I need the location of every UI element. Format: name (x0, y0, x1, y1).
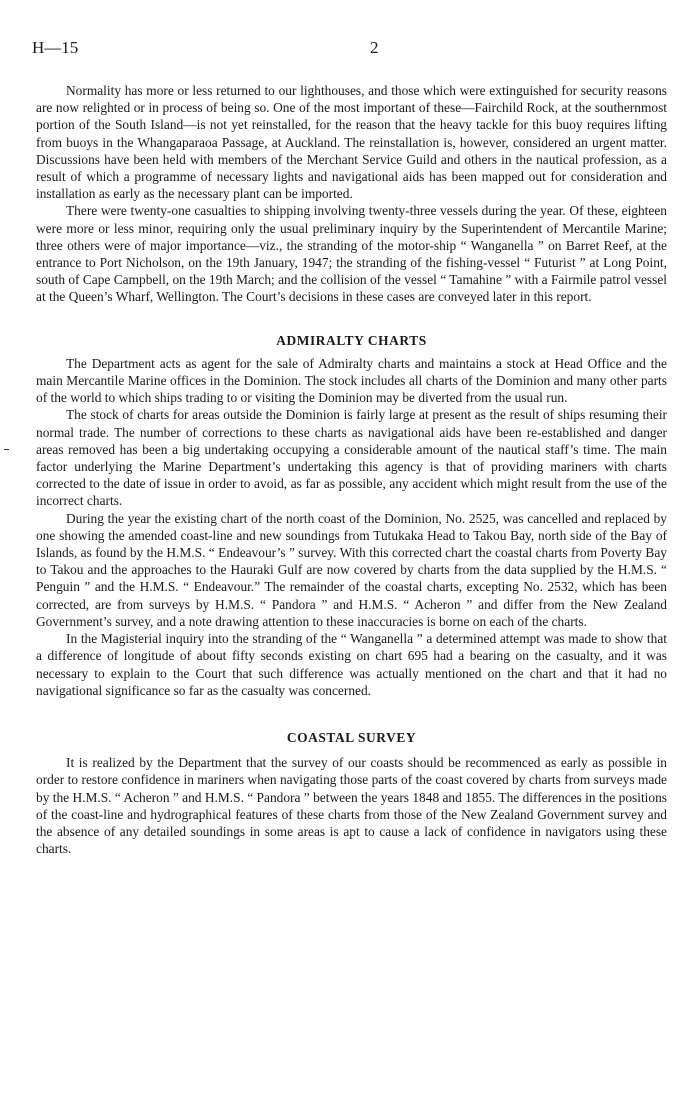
paragraph: The Department acts as agent for the sale of Admiralty charts and maintains a stock at Head Office and the main Mercantile Marine offices in the Dominion. The stock includes all charts of the Dominion and many other parts of the world to which ships trading to or visiting the Dominion may be diverted from the usual run. (36, 355, 667, 406)
document-body (36, 82, 667, 857)
paragraph: During the year the existing chart of the north coast of the Dominion, No. 2525, was cancelled and replaced by one showing the amended coast-line and new soundings from Tutukaka Head to Takou Bay, north side of the Bay of Islands, as found by the H.M.S. “ Endeavour’s ” survey. With this corrected chart the coastal charts from Poverty Bay to Takou and the approaches to the Hauraki Gulf are now covered by charts from the data supplied by the H.M.S. “ Penguin ” and the H.M.S. “ Endeavour.” The remainder of the coastal charts, excepting No. 2532, which has been corrected, are from surveys by H.M.S. “ Pandora ” and H.M.S. “ Acheron ” and differ from the New Zealand Government’s survey, and a note drawing attention to these inaccuracies is borne on each of the charts. (36, 510, 667, 629)
paragraph: There were twenty-one casualties to shipping involving twenty-three vessels during the year. Of these, eighteen were more or less minor, requiring only the usual preliminary inquiry by the Superintendent of Mercantile Marine; three others were of major importance—viz., the stranding of the motor-ship “ Wanganella ” on Barret Reef, at the entrance to Port Nicholson, on the 19th January, 1947; the stranding of the fishing-vessel “ Futurist ” at Long Point, south of Cape Campbell, on the 19th March; and the collision of the vessel “ Tamahine ” with a Fairmile patrol vessel at the Queen’s Wharf, Wellington. The Court’s decisions in these cases are conveyed later in this report. (36, 203, 668, 305)
running-head (30, 38, 670, 62)
margin-mark (4, 449, 9, 450)
coastal-survey-section (36, 729, 667, 857)
page-number: 2 (370, 38, 379, 57)
section-heading: COASTAL SURVEY (286, 729, 417, 745)
document-reference: H—15 (32, 38, 79, 57)
paragraph: In the Magisterial inquiry into the stranding of the “ Wanganella ” a determined attempt was made to show that a difference of longitude of about fifty seconds existing on chart 695 had a bearing on the casualty, and it was necessary to explain to the Court that such difference was actually mentioned on the chart and that it had no navigational significance so far as the casualty was concerned. (36, 631, 667, 698)
paragraph: The stock of charts for areas outside the Dominion is fairly large at present as the result of ships resuming their normal trade. The number of corrections to these charts as navigational aids have been re-established and danger areas removed has been a big undertaking occupying a considerable amount of the nautical staff’s time. The main factor underlying the Marine Department’s undertaking this agency is that of providing mariners with charts corrected to the date of issue in order to avoid, as far as possible, any accident which might result from the use of the incorrect charts. (36, 407, 667, 509)
section-heading: ADMIRALTY CHARTS (276, 332, 427, 348)
paragraph: It is realized by the Department that the survey of our coasts should be recommenced as early as possible in order to restore confidence in mariners when navigating those parts of the coast covered by charts from surveys made by the H.M.S. “ Acheron ” and H.M.S. “ Pandora ” between the years 1848 and 1855. The differences in the positions of the coast-line and hydrographical features of these charts from those of the New Zealand Government survey and the absence of any detailed soundings in some areas is apt to cause a lack of confidence in navigators using these charts. (36, 755, 667, 857)
admiralty-charts-section (36, 332, 667, 699)
intro-section (36, 82, 667, 306)
paragraph: Normality has more or less returned to our lighthouses, and those which were extinguished for security reasons are now relighted or in process of being so. One of the most important of these—Fairchild Rock, at the southernmost portion of the South Island—is not yet reinstalled, for the reason that the heavy tackle for this buoy requires lifting from buoys in the Whangaparaoa Passage, at Auckland. The reinstallation is, however, considered an urgent matter. Discussions have been held with members of the Merchant Service Guild and others in the nautical profession, as a result of which a programme of necessary lights and navigational aids has been mapped out for consideration and installation as early as the necessary plant can be imported. (36, 83, 667, 202)
